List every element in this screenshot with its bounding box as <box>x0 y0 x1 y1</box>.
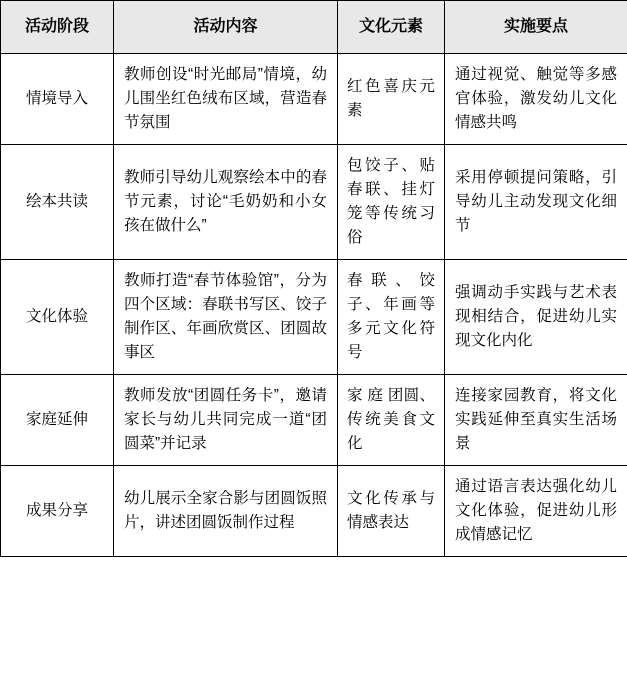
cell-content: 幼儿展示全家合影与团圆饭照片，讲述团圆饭制作过程 <box>114 466 338 557</box>
cell-points: 通过视觉、触觉等多感官体验，激发幼儿文化情感共鸣 <box>445 54 627 145</box>
table-body <box>1 54 627 557</box>
cell-culture: 家 庭 团圆、传统美食文化 <box>338 375 445 466</box>
table-header-row <box>1 1 627 54</box>
cell-points: 强调动手实践与艺术表现相结合，促进幼儿实现文化内化 <box>445 260 627 375</box>
cell-content: 教师创设“时光邮局”情境，幼儿围坐红色绒布区域，营造春节氛围 <box>114 54 338 145</box>
cell-content: 教师引导幼儿观察绘本中的春节元素，讨论“毛奶奶和小女孩在做什么” <box>114 145 338 260</box>
cell-stage: 绘本共读 <box>1 145 114 260</box>
table-row <box>1 145 627 260</box>
table-row <box>1 260 627 375</box>
column-header-content: 活动内容 <box>114 1 338 54</box>
cell-culture: 春联、饺子、年画等多元文化符号 <box>338 260 445 375</box>
cell-content: 教师打造“春节体验馆”，分为四个区域：春联书写区、饺子制作区、年画欣赏区、团圆故事区 <box>114 260 338 375</box>
cell-culture: 包饺子、贴春联、挂灯笼等传统习俗 <box>338 145 445 260</box>
cell-points: 通过语言表达强化幼儿文化体验，促进幼儿形成情感记忆 <box>445 466 627 557</box>
cell-culture: 红色喜庆元素 <box>338 54 445 145</box>
cell-stage: 成果分享 <box>1 466 114 557</box>
cell-stage: 情境导入 <box>1 54 114 145</box>
cell-culture: 文化传承与情感表达 <box>338 466 445 557</box>
cell-content: 教师发放“团圆任务卡”，邀请家长与幼儿共同完成一道“团圆菜”并记录 <box>114 375 338 466</box>
cell-stage: 文化体验 <box>1 260 114 375</box>
column-header-culture: 文化元素 <box>338 1 445 54</box>
table-row <box>1 54 627 145</box>
table-row <box>1 375 627 466</box>
column-header-stage: 活动阶段 <box>1 1 114 54</box>
cell-points: 连接家园教育，将文化实践延伸至真实生活场景 <box>445 375 627 466</box>
cell-stage: 家庭延伸 <box>1 375 114 466</box>
table-header <box>1 1 627 54</box>
column-header-points: 实施要点 <box>445 1 627 54</box>
table-row <box>1 466 627 557</box>
cell-points: 采用停顿提问策略，引导幼儿主动发现文化细节 <box>445 145 627 260</box>
